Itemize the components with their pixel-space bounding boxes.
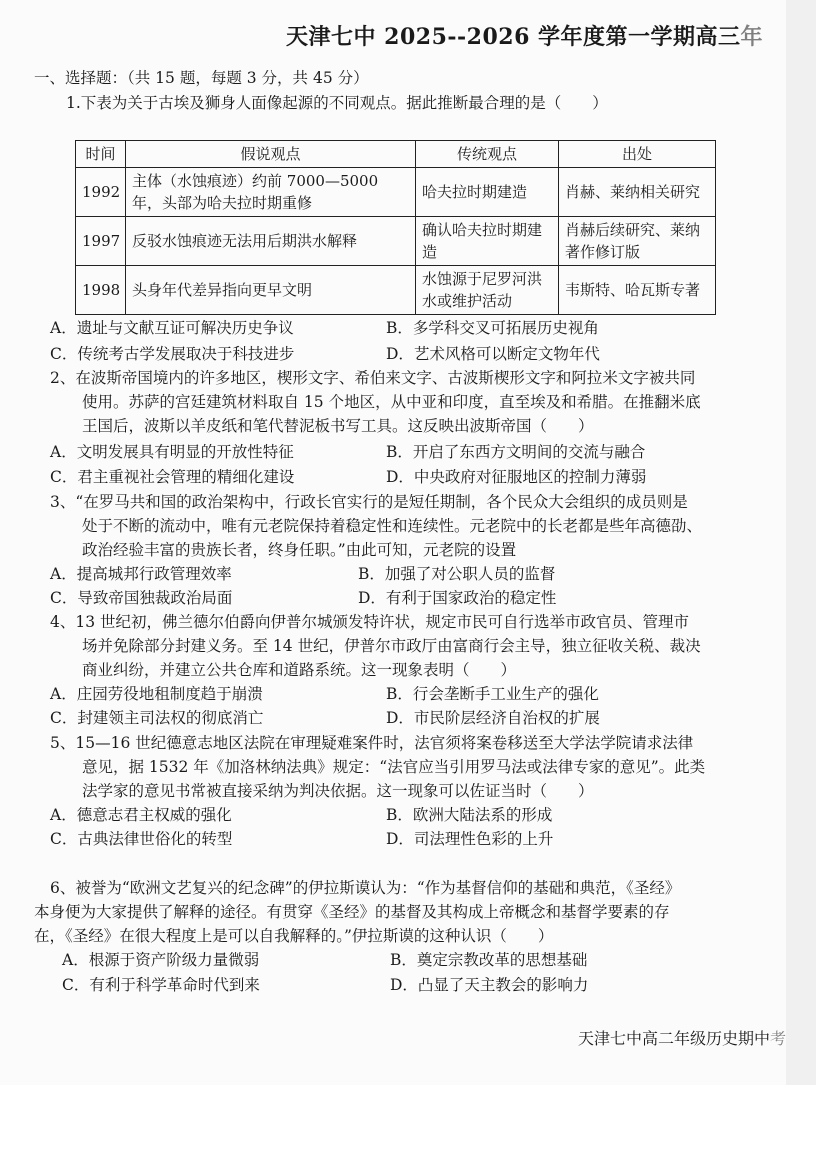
question-6-line: 本身便为大家提供了解释的途径。有贯穿《圣经》的基督及其构成上帝概念和基督学要素的存 [34, 903, 670, 921]
section-heading: 一、选择题：（共 15 题，每题 3 分，共 45 分） [34, 69, 369, 87]
table-cell: 1992 [76, 168, 126, 217]
question-6-option-a: A．根源于资产阶级力量微弱 [62, 951, 260, 969]
question-1-stem: 1.下表为关于古埃及狮身人面像起源的不同观点。据此推断最合理的是（ ） [66, 94, 608, 112]
exam-title [286, 20, 763, 51]
question-2-line: 使用。苏萨的宫廷建筑材料取自 15 个地区，从中亚和印度，直至埃及和希腊。在推翻米底 [82, 393, 701, 411]
question-5-option-a: A．德意志君主权威的强化 [50, 806, 232, 824]
question-1-option-c: C．传统考古学发展取决于科技进步 [50, 345, 295, 363]
question-5-option-c: C．古典法律世俗化的转型 [50, 830, 233, 848]
question-4-option-d: D．市民阶层经济自治权的扩展 [386, 709, 600, 727]
question-6-line: 6、被誉为“欧洲文艺复兴的纪念碑”的伊拉斯谟认为：“作为基督信仰的基础和典范，《圣经》 [50, 879, 681, 897]
table-cell: 确认哈夫拉时期建造 [416, 217, 559, 266]
question-2-line: 2、在波斯帝国境内的许多地区，楔形文字、希伯来文字、古波斯楔形文字和阿拉米文字被共同 [50, 369, 696, 387]
exam-title-text: 天津七中 2025--2026 学年度第一学期高三 [286, 24, 741, 50]
table-row [76, 266, 716, 315]
question-6-option-b: B．奠定宗教改革的思想基础 [390, 951, 588, 969]
table-cell: 肖赫后续研究、莱纳著作修订版 [559, 217, 716, 266]
question-4-line: 商业纠纷，并建立公共仓库和道路系统。这一现象表明（ ） [82, 661, 517, 679]
table-header-cell: 假说观点 [126, 141, 416, 168]
page-edge-shadow [786, 0, 816, 1085]
question-5-line: 5、15—16 世纪德意志地区法院在审理疑难案件时，法官须将案卷移送至大学法学院请求法律 [50, 734, 694, 752]
question-1-option-d: D．艺术风格可以断定文物年代 [386, 345, 600, 363]
table-cell: 韦斯特、哈瓦斯专著 [559, 266, 716, 315]
table-cell: 反驳水蚀痕迹无法用后期洪水解释 [126, 217, 416, 266]
table-row [76, 168, 716, 217]
question-5-option-b: B．欧洲大陆法系的形成 [386, 806, 553, 824]
question-3-option-d: D．有利于国家政治的稳定性 [358, 589, 557, 607]
page-footer-text: 天津七中高二年级历史期中 [578, 1029, 771, 1048]
table-cell: 主体（水蚀痕迹）约前 7000—5000 年，头部为哈夫拉时期重修 [126, 168, 416, 217]
question-3-line: 处于不断的流动中，唯有元老院保持着稳定性和连续性。元老院中的长老都是些年高德劭、 [82, 517, 703, 535]
page-footer [578, 1026, 786, 1049]
question-3-line: 政治经验丰富的贵族长者，终身任职。”由此可知，元老院的设置 [82, 541, 517, 559]
question-1-option-b: B．多学科交叉可拓展历史视角 [386, 319, 599, 337]
question-2-option-b: B．开启了东西方文明间的交流与融合 [386, 443, 646, 461]
table-cell: 1998 [76, 266, 126, 315]
question-4-option-c: C．封建领主司法权的彻底消亡 [50, 709, 264, 727]
question-3-option-a: A．提高城邦行政管理效率 [50, 565, 232, 583]
question-6-option-c: C．有利于科学革命时代到来 [62, 976, 260, 994]
question-2-line: 王国后，波斯以羊皮纸和笔代替泥板书写工具。这反映出波斯帝国（ ） [82, 417, 594, 435]
question-2-option-a: A．文明发展具有明显的开放性特征 [50, 443, 294, 461]
question-3-line: 3、“在罗马共和国的政治架构中，行政长官实行的是短任期制，各个民众大会组织的成员则是 [50, 493, 688, 511]
table-header-cell: 传统观点 [416, 141, 559, 168]
question-1-table [75, 140, 716, 315]
question-3-option-b: B．加强了对公职人员的监督 [358, 565, 556, 583]
question-1-option-a: A．遗址与文献互证可解决历史争议 [50, 319, 294, 337]
question-6-line: 在，《圣经》在很大程度上是可以自我解释的。”伊拉斯谟的这种认识（ ） [34, 927, 554, 945]
question-6-option-d: D．凸显了天主教会的影响力 [390, 976, 589, 994]
question-4-option-a: A．庄园劳役地租制度趋于崩溃 [50, 685, 263, 703]
table-row [76, 217, 716, 266]
question-2-option-d: D．中央政府对征服地区的控制力薄弱 [386, 468, 647, 486]
exam-title-cut: 年 [740, 24, 764, 50]
question-4-line: 场并免除部分封建义务。至 14 世纪，伊普尔市政厅由富商行会主导，独立征收关税、裁决 [82, 637, 701, 655]
question-2-option-c: C．君主重视社会管理的精细化建设 [50, 468, 295, 486]
question-4-line: 4、13 世纪初，佛兰德尔伯爵向伊普尔城颁发特许状，规定市民可自行选举市政官员、管理市 [50, 613, 690, 631]
question-3-option-c: C．导致帝国独裁政治局面 [50, 589, 233, 607]
table-header-row [76, 141, 716, 168]
table-cell: 1997 [76, 217, 126, 266]
question-5-option-d: D．司法理性色彩的上升 [386, 830, 554, 848]
table-cell: 水蚀源于尼罗河洪水或维护活动 [416, 266, 559, 315]
table-header-cell: 时间 [76, 141, 126, 168]
question-5-line: 意见，据 1532 年《加洛林纳法典》规定：“法官应当引用罗马法或法律专家的意见”。此类 [82, 758, 706, 776]
table-header-cell: 出处 [559, 141, 716, 168]
table-cell: 哈夫拉时期建造 [416, 168, 559, 217]
table-cell: 头身年代差异指向更早文明 [126, 266, 416, 315]
question-5-line: 法学家的意见书常被直接采纳为判决依据。这一现象可以佐证当时（ ） [82, 782, 594, 800]
question-4-option-b: B．行会垄断手工业生产的强化 [386, 685, 599, 703]
page-footer-cut: 考 [770, 1029, 787, 1048]
table-cell: 肖赫、莱纳相关研究 [559, 168, 716, 217]
